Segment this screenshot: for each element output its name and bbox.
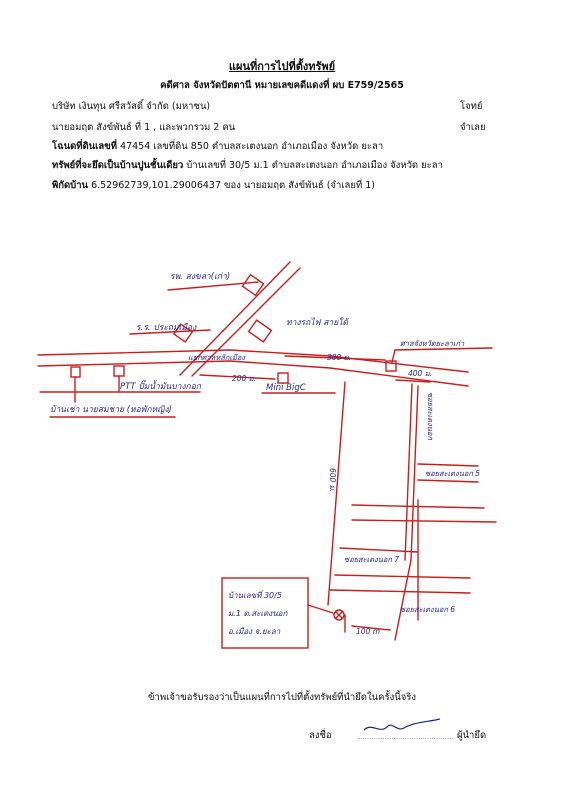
deed-text: 47454 เลขที่ดิน 850 ตำบลสะเตงนอก อำเภอเมือง จังหวัด ยะลา bbox=[117, 141, 384, 152]
soi-h4b bbox=[330, 590, 470, 593]
main-road-top-edge bbox=[38, 350, 468, 372]
house-box-pointer bbox=[308, 605, 333, 613]
signature-scribble bbox=[364, 719, 440, 730]
soi-h1b bbox=[418, 480, 478, 482]
sign-dotted-line: .......................................... bbox=[358, 733, 452, 741]
soi-right-a bbox=[405, 384, 412, 560]
label-rental-house: บ้านเช่า นายสมชาย (หอพักหญิง) bbox=[50, 405, 172, 415]
target-house-cross bbox=[336, 612, 342, 618]
soi-main-left bbox=[328, 382, 345, 605]
house-box-line2: ม.1 ต.สะเตงนอก bbox=[228, 609, 288, 618]
defendant-name: นายอมฤต สังข์พันธ์ ที่ 1 , และพวกรวม 2 คน bbox=[52, 122, 236, 133]
underline-station bbox=[395, 348, 492, 350]
plaintiff-name: บริษัท เงินทุน ศรีสวัสดิ์ จำกัด (มหาชน) bbox=[52, 101, 211, 112]
building-minibigc bbox=[278, 373, 288, 383]
building-court bbox=[249, 320, 272, 342]
deed-label: โฉนดที่ดินเลขที่ bbox=[52, 141, 117, 152]
label-hospital: รพ. สงขลา(เก่า) bbox=[170, 272, 231, 282]
label-dist-400: 400 ม. bbox=[408, 369, 433, 378]
label-ptt: PTT ปั๊มน้ำมันบางกอก bbox=[120, 382, 201, 392]
coord-text: 6.52962739,101.29006437 ของ นายอมฤต สังข์พันธ์ (จำเลยที่ 1) bbox=[88, 180, 375, 191]
defendant-role: จำเลย bbox=[460, 122, 486, 133]
house-box-line1: บ้านเลขที่ 30/5 bbox=[228, 591, 282, 600]
soi-right-d bbox=[395, 560, 411, 640]
label-junction: แยกศาลหลักเมือง bbox=[188, 353, 246, 362]
label-dist-200: 200 ม. bbox=[232, 374, 257, 383]
plaintiff-role: โจทย์ bbox=[460, 101, 483, 112]
seize-text: บ้านเลขที่ 30/5 ม.1 ตำบลสะเตงนอก อำเภอเมือง จังหวัด ยะลา bbox=[183, 160, 443, 171]
signer-role: ผู้นำยึด bbox=[457, 730, 487, 741]
building-house-left bbox=[71, 367, 80, 377]
coord-label: พิกัดบ้าน bbox=[52, 180, 89, 191]
soi-h1 bbox=[418, 464, 478, 466]
label-soi-5: ซอยสะเตงนอก 5 bbox=[425, 469, 481, 478]
label-minibigc: Mini BigC bbox=[266, 383, 306, 393]
building-ptt bbox=[114, 366, 124, 376]
label-dist-300: 300 ม. bbox=[327, 353, 352, 362]
underline-hospital bbox=[168, 282, 258, 290]
certify-statement: ข้าพเจ้าขอรับรองว่าเป็นแผนที่การไปที่ตั้งทรัพย์ที่นำยึดในครั้งนี้จริง bbox=[147, 692, 417, 703]
soi-h3 bbox=[340, 548, 418, 552]
label-school: ร.ร. ประถมเมือง bbox=[136, 323, 197, 333]
label-soi-6: ซอยสะเตงนอก 6 bbox=[400, 605, 456, 614]
label-railway: ทางรถไฟ สายใต้ bbox=[286, 318, 348, 328]
label-dist-100: 100 m bbox=[356, 627, 381, 636]
connector-station bbox=[392, 350, 395, 362]
court-case-line: คดีศาล จังหวัดปัตตานี หมายเลขคดีแดงที่ ผบ E759/2565 bbox=[160, 80, 404, 91]
house-box-line3: อ.เมือง จ.ยะลา bbox=[228, 627, 281, 636]
soi-right-b bbox=[411, 386, 418, 560]
sign-label: ลงชื่อ bbox=[309, 730, 332, 741]
page-title: แผนที่การไปที่ตั้งทรัพย์ bbox=[228, 60, 336, 73]
label-dist-600: 600 ม. bbox=[328, 468, 337, 493]
soi-h4 bbox=[335, 575, 470, 578]
seize-label: ทรัพย์ที่จะยึดเป็นบ้านปูนชั้นเดียว bbox=[52, 160, 184, 171]
label-soi-vertical: ซอยสะเตงนอก bbox=[426, 392, 435, 440]
soi-h2b bbox=[352, 520, 496, 522]
label-soi-7: ซอยสะเตงนอก 7 bbox=[344, 555, 400, 564]
label-old-court: ศาลจังหวัดยะลาเก่า bbox=[400, 339, 465, 348]
